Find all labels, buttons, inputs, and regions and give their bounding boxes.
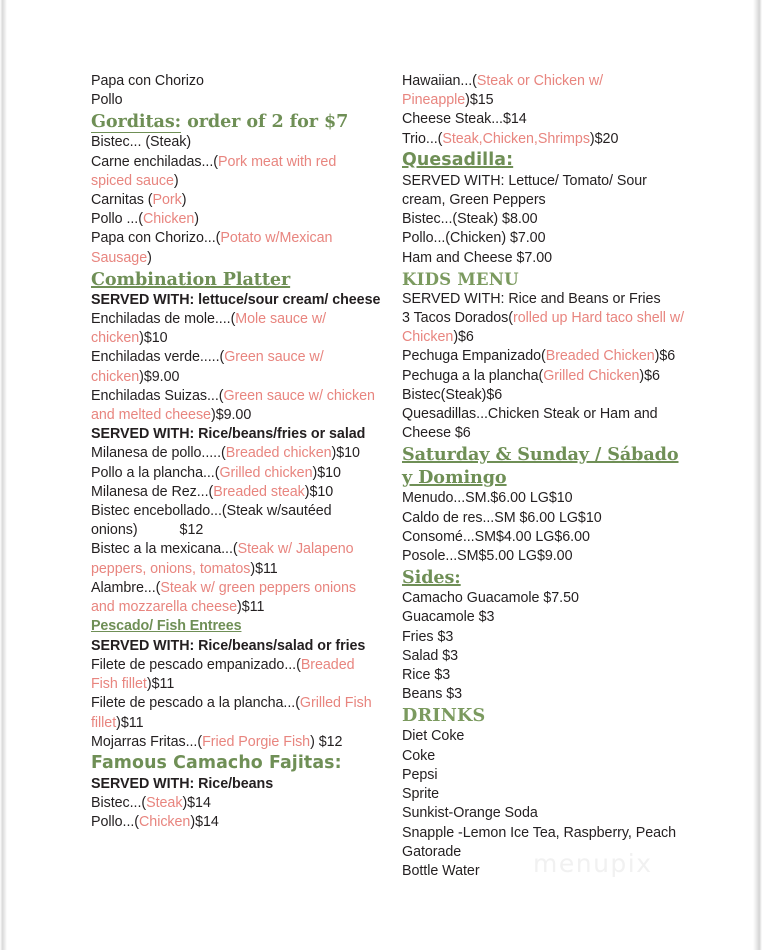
- menu-item-name: Enchiladas de mole....(: [91, 311, 236, 328]
- menu-item-price: $11: [120, 714, 144, 731]
- menu-item: Pollo: [91, 92, 123, 109]
- menu-item-desc: Grilled Chicken: [543, 367, 640, 384]
- menupix-watermark: menupix: [533, 849, 653, 878]
- menu-item: Posole...SM$5.00 LG$9.00: [402, 548, 573, 565]
- menu-item: Pollo...(Chicken) $7.00: [402, 230, 546, 247]
- section-heading-drinks: DRINKS: [402, 705, 486, 727]
- menu-item-price: $10: [309, 483, 334, 500]
- menu-item-name: Enchiladas verde.....(: [91, 349, 225, 366]
- menu-item: Bistec... (Steak): [91, 134, 192, 151]
- menu-item: Bistec(Steak)$6: [402, 386, 503, 403]
- section-heading-combination-platter: Combination Platter: [91, 268, 291, 290]
- menu-item-close: ): [116, 714, 121, 731]
- menu-item-desc: Chicken: [139, 814, 191, 831]
- menu-item-price: $9.00: [143, 368, 180, 385]
- served-with-note: SERVED WITH: Rice/beans/fries or salad: [91, 426, 366, 443]
- menu-item-close: ): [312, 464, 318, 481]
- menu-item-close: ): [181, 192, 187, 209]
- menu-item: [91, 229, 381, 267]
- menu-item: Papa con Chorizo: [91, 73, 204, 89]
- menu-item-name: Carnitas (: [91, 192, 153, 209]
- served-with-note: SERVED WITH: Rice/beans/salad or fries: [91, 637, 366, 654]
- menu-item-name: 3 Tacos Dorados(: [402, 310, 513, 327]
- menu-item: Beans $3: [402, 686, 463, 703]
- menu-item: Consomé...SM$4.00 LG$6.00: [402, 528, 590, 545]
- menu-item-desc: Pork: [152, 192, 182, 209]
- menu-item-close: ): [310, 733, 315, 750]
- menu-item: [91, 153, 381, 191]
- section-heading-pescado: Pescado/ Fish Entrees: [91, 618, 242, 635]
- menu-item-desc: Chicken: [142, 211, 195, 228]
- menu-item: [91, 794, 381, 813]
- menu-item: [402, 309, 692, 347]
- menu-item: Bistec...(Steak) $8.00: [402, 211, 538, 228]
- section-heading-weekend: Saturday & Sunday / Sábado y Domingo: [402, 444, 679, 489]
- menu-item-name: Bistec...(: [91, 795, 147, 812]
- menu-item-desc: Steak w/ green peppers onions and mozzarella cheese: [91, 579, 357, 616]
- menu-item-price: $10: [317, 464, 341, 481]
- menu-item-close: ): [190, 814, 196, 831]
- menu-item-price: $11: [151, 676, 175, 693]
- menu-item-desc: Grilled chicken: [219, 464, 313, 481]
- menu-item-name: Carne enchiladas...(: [91, 153, 218, 170]
- section-heading-gorditas-underlined: Gorditas:: [91, 111, 182, 133]
- menu-item: [91, 813, 381, 832]
- menu-item-desc: Breaded chicken: [225, 445, 332, 462]
- menu-item-name: Pollo a la plancha...(: [91, 464, 220, 481]
- section-heading-fajitas: Famous Camacho Fajitas:: [91, 753, 342, 773]
- menu-item: [91, 464, 381, 483]
- menu-item-name: Enchiladas Suizas...(: [91, 387, 224, 404]
- menu-item: [91, 444, 381, 463]
- menu-item: Bottle Water: [402, 862, 480, 879]
- menu-item-close: ): [139, 330, 144, 347]
- menu-item-close: ): [589, 130, 595, 147]
- menu-item: Rice $3: [402, 667, 451, 684]
- menu-item: [91, 387, 381, 425]
- menu-item-close: ): [147, 249, 152, 266]
- menu-item-close: ): [331, 445, 337, 462]
- menu-item-desc: Steak: [146, 795, 183, 812]
- menu-item-name: Pollo ...(: [91, 211, 143, 228]
- menu-item: [402, 367, 692, 386]
- menu-item: Fries $3: [402, 628, 454, 645]
- menu-item: Snapple -Lemon Ice Tea, Raspberry, Peach: [402, 824, 677, 841]
- menu-item-price: $14: [187, 795, 211, 812]
- menu-item-name: Bistec a la mexicana...(: [91, 541, 238, 558]
- menu-item: [402, 72, 692, 110]
- menu-item-price: $20: [594, 130, 619, 147]
- served-with-note: SERVED WITH: Lettuce/ Tomato/ Sour cream, Green Peppers: [402, 172, 647, 209]
- menu-item-name: Pollo...(: [91, 814, 140, 831]
- menu-item: [91, 483, 381, 502]
- menu-item-desc: Steak or Chicken w/ Pineapple: [402, 73, 604, 109]
- menu-item: [91, 656, 381, 694]
- menu-item: [91, 540, 381, 578]
- menu-item-price: $10: [336, 445, 360, 462]
- menu-item-close: ): [236, 599, 242, 616]
- menu-item-name: Filete de pescado empanizado...(: [91, 656, 301, 673]
- menu-item: [402, 347, 692, 366]
- served-with-note: SERVED WITH: Rice and Beans or Fries: [402, 290, 661, 307]
- menu-item: Ham and Cheese $7.00: [402, 249, 553, 266]
- menu-item-price: $6: [644, 367, 660, 384]
- section-heading-gorditas-rest: order of 2 for $7: [181, 111, 349, 133]
- menu-item-name: Papa con Chorizo...(: [91, 230, 221, 247]
- menu-item: [402, 130, 692, 149]
- menu-item-desc: Fried Porgie Fish: [202, 733, 311, 750]
- menu-item: [91, 502, 381, 540]
- menu-item-close: ): [250, 560, 256, 577]
- menu-item: [91, 191, 381, 210]
- menu-item: Camacho Guacamole $7.50: [402, 590, 579, 607]
- menu-item-close: ): [139, 368, 144, 385]
- menu-item-close: ): [639, 367, 645, 384]
- menu-item: [91, 210, 381, 229]
- menu-item: Quesadillas...Chicken Steak or Ham and Cheese $6: [402, 406, 658, 442]
- menu-item: Pepsi: [402, 766, 438, 783]
- menu-item-name: Pechuga Empanizado(: [402, 348, 546, 365]
- menu-item-desc: rolled up Hard taco shell w/ Chicken: [402, 310, 685, 346]
- section-heading-sides: Sides:: [402, 567, 461, 589]
- menu-item-price: $6: [458, 329, 474, 346]
- menu-item-close: ): [182, 795, 188, 812]
- section-heading-quesadilla: Quesadilla:: [402, 149, 514, 170]
- menu-item: Caldo de res...SM $6.00 LG$10: [402, 509, 602, 526]
- menu-item: [91, 733, 381, 752]
- menu-item-desc: Pork meat with red spiced sauce: [91, 153, 337, 189]
- menu-item-price: $11: [241, 599, 265, 616]
- menu-item-price: $14: [195, 814, 219, 831]
- menu-column-right: [402, 72, 692, 881]
- menu-item-desc: Breaded steak: [213, 483, 305, 500]
- menu-item-close: ): [194, 211, 199, 228]
- menu-item: Salad $3: [402, 647, 459, 664]
- section-heading-kids-menu: KIDS MENU: [402, 268, 519, 289]
- menu-item-name: Pechuga a la plancha(: [402, 367, 544, 384]
- served-with-note: SERVED WITH: lettuce/sour cream/ cheese: [91, 291, 381, 308]
- menu-item-desc: Green sauce w/ chicken and melted cheese: [91, 387, 375, 424]
- served-with-note: SERVED WITH: Rice/beans: [91, 776, 274, 792]
- menu-item-name: Mojarras Fritas...(: [91, 733, 203, 750]
- menu-item-price: $15: [469, 92, 494, 109]
- menu-item-name: Hawaiian...(: [402, 73, 477, 89]
- menu-item-close: ): [654, 348, 660, 365]
- menu-item-price: $9.00: [215, 407, 252, 424]
- menu-item-desc: Steak,Chicken,Shrimps: [442, 130, 590, 147]
- menu-item-name: Trio...(: [402, 130, 443, 147]
- menu-item-desc: Grilled Fish fillet: [91, 695, 372, 731]
- menu-item-price: $12: [179, 522, 204, 539]
- menu-item: Cheese Steak...$14: [402, 111, 527, 128]
- menu-item-desc: Breaded Fish fillet: [91, 656, 355, 693]
- menu-item-name: Filete de pescado a la plancha...(: [91, 695, 300, 712]
- menu-item-price: $6: [659, 348, 676, 365]
- menu-item-price: $11: [255, 560, 278, 577]
- menu-item-close: ): [146, 676, 152, 693]
- menu-item-price: $12: [314, 733, 343, 750]
- menu-item-desc: Breaded Chicken: [545, 348, 655, 365]
- section-heading-gorditas: [91, 110, 381, 133]
- menu-item: Coke: [402, 747, 436, 764]
- menu-item: Menudo...SM.$6.00 LG$10: [402, 490, 573, 507]
- menu-item-close: ): [304, 483, 310, 500]
- menu-item: Gatorade: [402, 843, 462, 860]
- menu-item-close: ): [453, 329, 459, 346]
- menu-item: Sunkist-Orange Soda: [402, 805, 538, 822]
- menu-item-desc: Green sauce w/ chicken: [91, 349, 324, 385]
- menu-item-name: Alambre...(: [91, 579, 161, 596]
- menu-item: Diet Coke: [402, 728, 465, 745]
- menu-item-desc: Mole sauce w/ chicken: [91, 311, 327, 347]
- menu-item: [91, 348, 381, 386]
- menu-item-desc: Steak w/ Jalapeno peppers, onions, tomatos: [91, 541, 354, 577]
- menu-item: Sprite: [402, 786, 440, 803]
- menu-item: [91, 310, 381, 348]
- menu-item: [91, 694, 381, 732]
- menu-item-name: Bistec encebollado...(Steak w/sautéed onions): [91, 503, 332, 539]
- menu-item-close: ): [210, 407, 216, 424]
- menu-item-price: $10: [143, 330, 168, 347]
- menu-item-name: Milanesa de Rez...(: [91, 483, 214, 500]
- menu-item-desc: Potato w/Mexican Sausage: [91, 230, 333, 266]
- menu-item: Guacamole $3: [402, 609, 495, 626]
- menu-item-close: ): [173, 172, 179, 189]
- menu-item: [91, 579, 381, 617]
- menu-column-left: [91, 72, 381, 833]
- menu-item-close: ): [465, 92, 470, 109]
- menu-item-name: Milanesa de pollo.....(: [91, 445, 226, 462]
